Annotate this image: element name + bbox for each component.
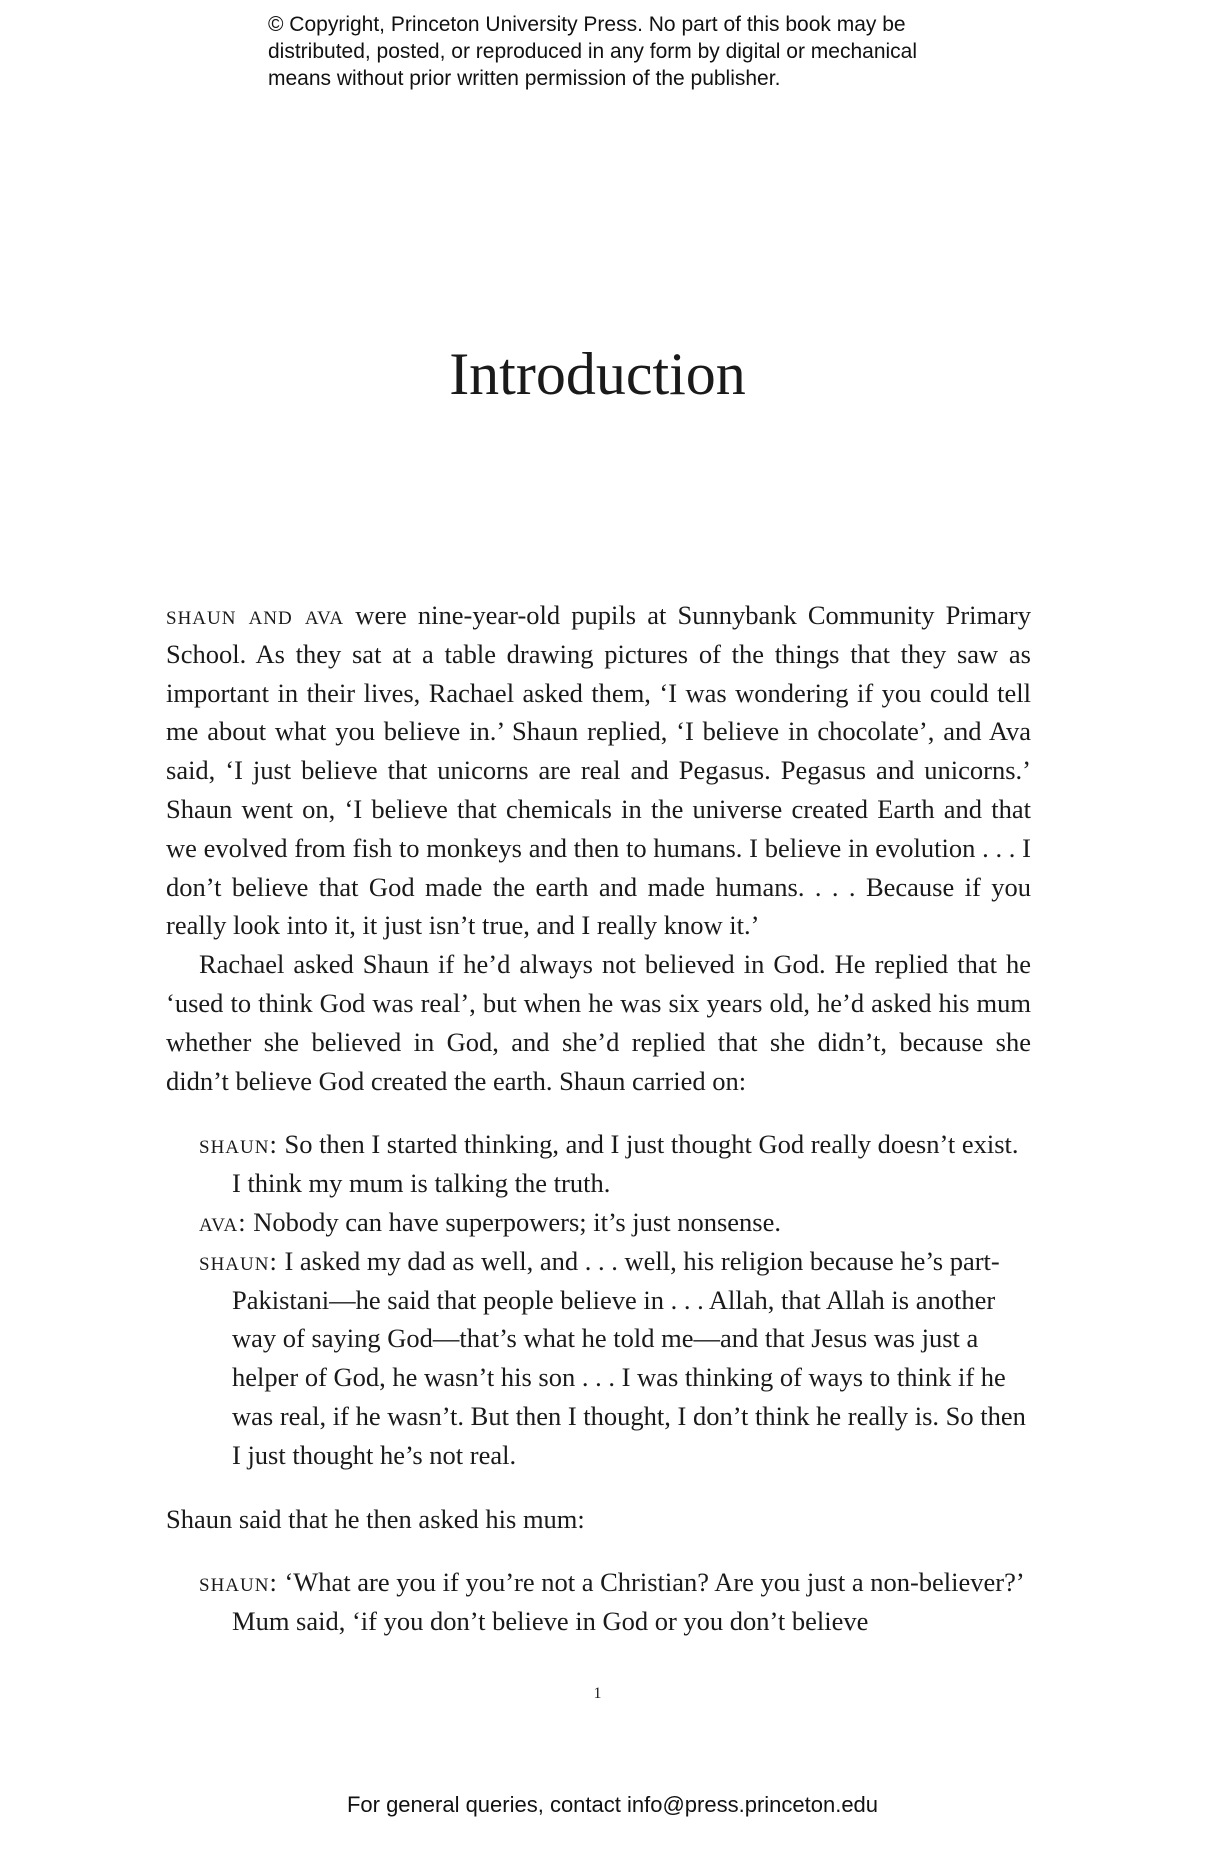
dialogue-text: So then I started thinking, and I just thought God really doesn’t exist. I think my mum is talking the truth. bbox=[232, 1129, 1019, 1199]
dialogue-turn bbox=[199, 1125, 1031, 1203]
paragraph: Shaun said that he then asked his mum: bbox=[166, 1503, 585, 1534]
dialogue-block bbox=[166, 1563, 1031, 1641]
dialogue-turn bbox=[199, 1203, 1031, 1242]
dialogue-text: ‘What are you if you’re not a Christian? Are you just a non-believer?’ Mum said, ‘if you don’t believe in God or you don’t believe bbox=[232, 1567, 1023, 1637]
speaker-name: shaun: bbox=[199, 1129, 278, 1160]
speaker-name: ava: bbox=[199, 1206, 247, 1237]
dialogue-turn bbox=[199, 1242, 1031, 1475]
small-caps-lead: shaun and ava bbox=[166, 600, 345, 630]
copyright-line: distributed, posted, or reproduced in any form by digital or mechanical bbox=[268, 40, 918, 63]
contact-footer: For general queries, contact info@press.princeton.edu bbox=[346, 1792, 879, 1817]
copyright-line: means without prior written permission of the publisher. bbox=[268, 67, 781, 90]
dialogue-turn bbox=[199, 1563, 1031, 1641]
speaker-name: shaun: bbox=[199, 1245, 278, 1276]
dialogue-text: I asked my dad as well, and . . . well, his religion because he’s part-Pakistani—he said that people believe in . . . Allah, that Allah is another way of saying God—that’s what he told me—and that Jesus was just a helper of God, he wasn’t his son . . . I was thinking of ways to think if he was real, if he wasn’t. But then I thought, I don’t think he really is. So then I just thought he’s not real. bbox=[232, 1245, 1026, 1470]
paragraph: Rachael asked Shaun if he’d always not believed in God. He replied that he ‘used to think God was real’, but when he was six years old, he’d asked his mum whether she believed in God, and she’d replied that she didn’t, because she didn’t believe God created the earth. Shaun carried on: bbox=[166, 949, 1031, 1096]
page-number: 1 bbox=[593, 1685, 602, 1702]
dialogue-text: Nobody can have superpowers; it’s just nonsense. bbox=[246, 1206, 781, 1237]
paragraph-text: were nine-year-old pupils at Sunnybank Community Primary School. As they sat at a table drawing pictures of the things that they saw as important in their lives, Rachael asked them, ‘I was wondering if you could tell me about what you believe in.’ Shaun replied, ‘I believe in chocolate’, and Ava said, ‘I just believe that unicorns are real and Pegasus. Pegasus and unicorns.’ Shaun went on, ‘I believe that chemicals in the universe created Earth and that we evolved from fish to monkeys and then to humans. I believe in evolution . . . I don’t believe that God made the earth and made humans. . . . Because if you really look into it, it just isn’t true, and I really know it.’ bbox=[166, 600, 1031, 941]
dialogue-block bbox=[166, 1125, 1031, 1474]
chapter-body bbox=[166, 596, 1031, 1666]
chapter-title: Introduction bbox=[449, 341, 746, 407]
copyright-line: © Copyright, Princeton University Press. No part of this book may be bbox=[268, 13, 906, 36]
speaker-name: shaun: bbox=[199, 1567, 278, 1598]
copyright-notice bbox=[268, 11, 1028, 92]
paragraph bbox=[166, 596, 1031, 945]
